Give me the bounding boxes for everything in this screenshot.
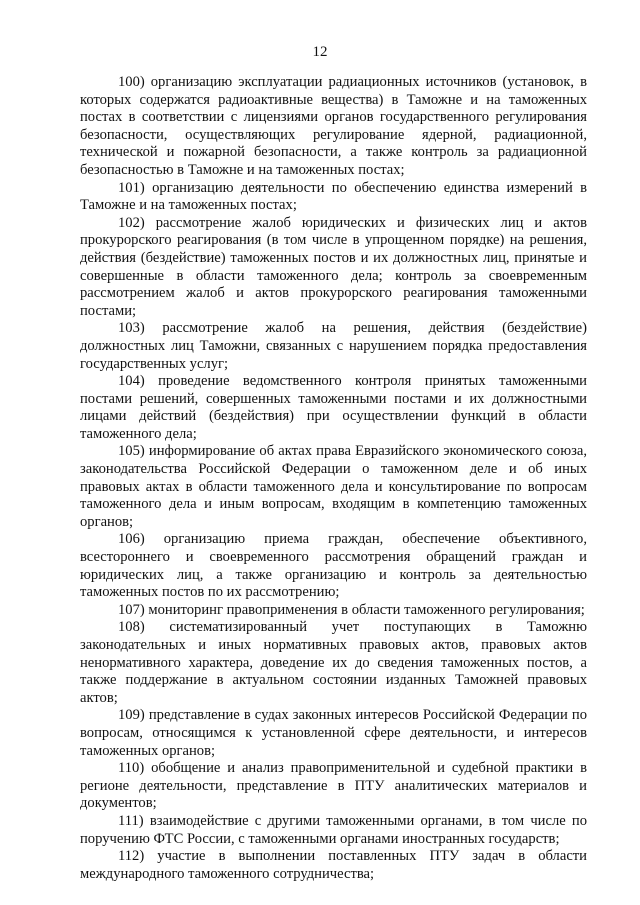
paragraph-100: 100) организацию эксплуатации радиационных источников (установок, в которых содержатся радиоактивные вещества) в Таможне и на таможенных постах в соответствии с лицензиями органов государственного регулирования безопасности, осуществляющих регулирование ядерной, радиационной, технической и пожарной безопасности, а также контроль за радиационной безопасностью в Таможне и на таможенных постах; (80, 74, 587, 178)
paragraph-112: 112) участие в выполнении поставленных ПТУ задач в области международного таможенного сотрудничества; (80, 848, 587, 882)
paragraph-103: 103) рассмотрение жалоб на решения, действия (бездействие) должностных лиц Таможни, связанных с нарушением порядка предоставления государственных услуг; (80, 320, 587, 372)
paragraph-101: 101) организацию деятельности по обеспечению единства измерений в Таможне и на таможенных постах; (80, 179, 587, 214)
page-number: 12 (312, 44, 328, 60)
paragraph-105: 105) информирование об актах права Евразийского экономического союза, законодательства Российской Федерации о таможенном деле и об иных правовых актах в области таможенного дела и консультирование по вопросам таможенного дела и иным вопросам, входящим в компетенцию таможенных органов; (80, 443, 587, 530)
paragraph-107: 107) мониторинг правоприменения в области таможенного регулирования; (118, 601, 585, 618)
paragraph-111: 111) взаимодействие с другими таможенными органами, в том числе по поручению ФТС России, с таможенными органами иностранных государств; (80, 812, 587, 847)
paragraph-104: 104) проведение ведомственного контроля принятых таможенными постами решений, совершенных таможенными постами и их должностными лицами действий (бездействия) при осуществлении функций в области таможенного дела; (80, 373, 587, 442)
paragraph-109: 109) представление в судах законных интересов Российской Федерации по вопросам, относящимся к установленной сфере деятельности, и интересов таможенных органов; (80, 707, 587, 759)
document-body (80, 74, 587, 883)
paragraph-108: 108) систематизированный учет поступающих в Таможню законодательных и иных нормативных правовых актов, правовых актов ненормативного характера, доведение их до сведения таможенных постов, а также поддержание в актуальном состоянии изданных Таможней правовых актов; (80, 619, 587, 706)
paragraph-106: 106) организацию приема граждан, обеспечение объективного, всестороннего и своевременного рассмотрения обращений граждан и юридических лиц, а также организацию и контроль за деятельностью таможенных постов по их рассмотрению; (80, 531, 587, 601)
paragraph-110: 110) обобщение и анализ правоприменительной и судебной практики в регионе деятельности, представление в ПТУ аналитических материалов и документов; (80, 760, 587, 812)
paragraph-102: 102) рассмотрение жалоб юридических и физических лиц и актов прокурорского реагирования (в том числе в упрощенном порядке) на решения, действия (бездействие) таможенных постов и их должностных лиц, принятые и совершенные в области таможенного дела; контроль за своевременным рассмотрением жалоб и актов прокурорского реагирования таможенными постами; (80, 214, 587, 319)
